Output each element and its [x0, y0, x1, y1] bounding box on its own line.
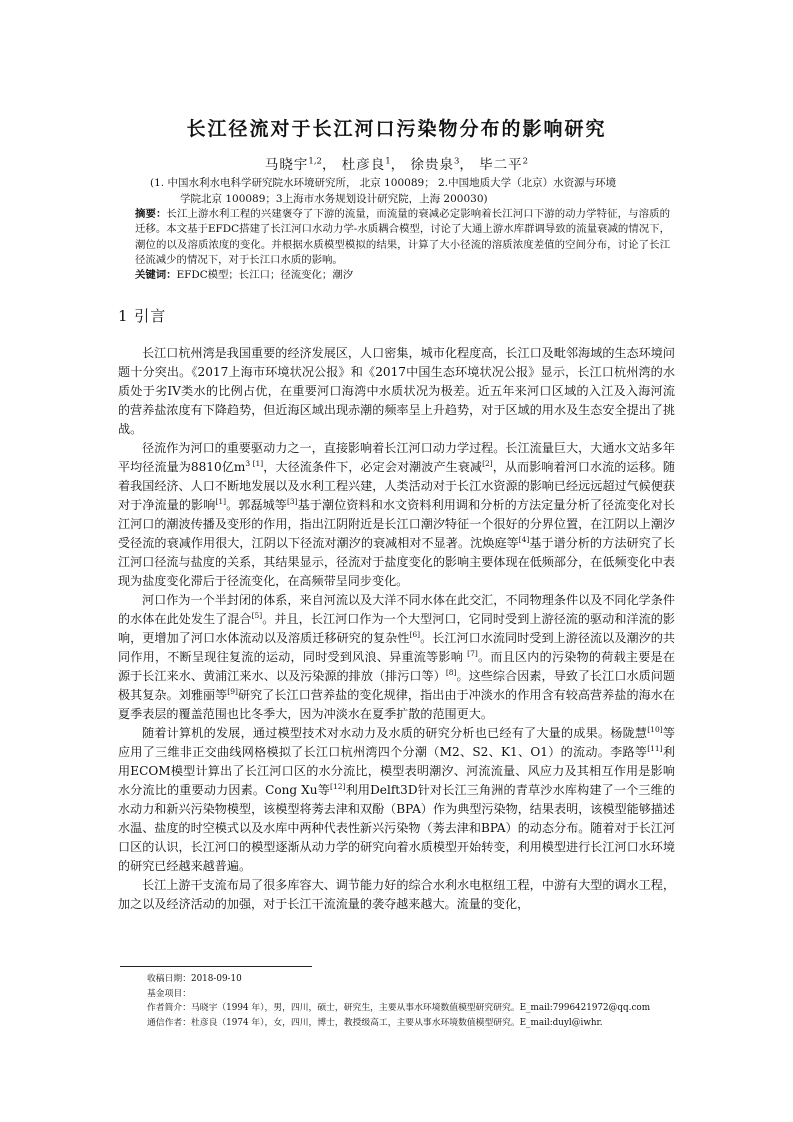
citation-superscript: [9]: [227, 686, 238, 696]
paragraph-text: 长江上游干支流布局了很多库容大、调节能力好的综合水利水电枢纽工程，中游有大型的调水工程，加之以及经济活动的加强，对于长江干流流量的袭夺越来越大。流量的变化，: [118, 878, 675, 911]
paragraph-text: 。郭磊城等: [226, 498, 287, 512]
paragraph-text: 径流作为河口的重要驱动力之一，直接影响着长江河口动力学过程。长江流量巨大，大通水文站多年平均径流量为8810亿m: [118, 441, 675, 474]
paragraph-text: 等应用了三维非正交曲线网格模拟了长江口杭州湾四个分潮（M2、S2、K1、O1）的流动。李路等: [118, 726, 675, 759]
author-name: 毕二平: [479, 157, 523, 173]
keywords-label: 关键词：: [135, 269, 177, 281]
body-paragraph: [118, 439, 675, 591]
paragraph-text: 。并且，长江河口作为一个大型河口，它同时受到上游径流的驱动和洋流的影响，更增加了河口水体流动以及溶质迁移研究的复杂性: [118, 612, 675, 645]
author-name: 徐贵泉: [410, 157, 454, 173]
author-affiliation-mark: 1: [385, 156, 391, 167]
footnote-author-intro: 作者简介：马晓宇（1994 年），男，四川，硕士，研究生，主要从事水环境数值模型研究研究。E_mail:7996421972@qq.com: [147, 1003, 651, 1013]
author-separator: ，: [390, 157, 406, 173]
citation-superscript: [12]: [330, 781, 346, 791]
author-separator: ，: [459, 157, 474, 173]
paragraph-text: 长江口杭州湾是我国重要的经济发展区，人口密集，城市化程度高，长江口及毗邻海域的生态环境问题十分突出。《2017上海市环境状况公报》和《2017中国生态环境状况公报》显示，长江口杭州湾的水质处于劣IV类水的比例占优，在重要河口海湾中水质状况为极差。近五年来河口区域的入江及入海河流的营养盐浓度有下降趋势，但近海区域出现赤潮的频率呈上升趋势，对于区域的用水及生态安全提出了挑战。: [118, 346, 675, 436]
citation-superscript: 3 [1]: [245, 458, 264, 468]
author-affiliation-mark: 1,2: [308, 156, 322, 167]
author-name: 杜彦良: [341, 157, 386, 173]
author-list: [0, 153, 793, 173]
footnote-received: 收稿日期：2018-09-10: [147, 974, 242, 984]
paragraph-text: 研究了长江口营养盐的变化规律，指出由于冲淡水的作用含有较高营养盐的海水在夏季表层的覆盖范围也比冬季大，因为冲淡水在夏季扩散的范围更大。: [118, 688, 675, 721]
abstract: [135, 207, 670, 269]
author-affiliation-mark: 3: [453, 156, 460, 167]
citation-superscript: [1]: [215, 496, 227, 506]
body-paragraph: [118, 876, 675, 914]
abstract-text: 长江上游水利工程的兴建褒夺了下游的流量，而流量的衰减必定影响着长江河口下游的动力学特征，与溶质的迁移。本文基于EFDC搭建了长江河口水动力学-水质耦合模型，讨论了大通上游水库群调导致的流量衰减的情况下，潮位的以及溶质浓度的变化。并根据水质模型模拟的结果，计算了大小径流的溶质浓度差值的空间分布，讨论了长江径流减少的情况下，对于长江口水质的影响。: [135, 208, 671, 267]
author-affiliation-mark: 2: [522, 156, 529, 167]
citation-superscript: [5]: [251, 610, 263, 620]
body-paragraph: [118, 591, 675, 724]
body-text: [118, 344, 675, 914]
paragraph-text: 基于谱分析的方法研究了长江河口径流与盐度的关系，其结果显示，径流对于盐度变化的影响主要体现在低频部分，在低频变化中表现为盐度变化滞后于径流变化，在高频带呈同步变化。: [118, 536, 675, 588]
author-name: 马晓宇: [264, 157, 309, 173]
citation-superscript: [7]: [467, 648, 478, 658]
body-paragraph: [118, 724, 675, 876]
paragraph-text: 随着计算机的发展，通过模型技术对水动力及水质的研究分析也已经有了大量的成果。杨陇慧: [142, 726, 648, 740]
affiliation-line: 学院北京 100089；3上海市水务规划设计研究院，上海 200030): [180, 193, 488, 205]
citation-superscript: [10]: [647, 724, 663, 734]
footnote-corresponding: 通信作者：杜彦良（1974 年），女，四川，博士，教授级高工，主要从事水环境数值模型研究。E_mail:duyl@iwhr.: [147, 1017, 603, 1028]
affiliations: [150, 175, 670, 207]
keywords: [135, 268, 670, 283]
paper-title: 长江径流对于长江河口污染物分布的影响研究: [186, 118, 607, 140]
body-paragraph: [118, 344, 675, 439]
abstract-label: 摘要：: [135, 208, 167, 220]
affiliation-line: (1. 中国水利水电科学研究院水环境研究所， 北京 100089； 2.中国地质大学（北京）水资源与环境: [150, 177, 617, 189]
footnote-divider: [120, 966, 312, 967]
footnote-fund: 基金项目：: [147, 988, 191, 999]
paragraph-text: 基于潮位资料和水文资料利用调和分析的方法定量分析了径流变化对长江河口的潮波传播及变形的作用，指出江阴附近是长江口潮汐特征一个很好的分界位置，在江阴以上潮汐受径流的衰减作用很大，江阴以下径流对潮汐的衰减相对不显著。沈焕庭等: [118, 498, 675, 550]
footnotes: [147, 972, 707, 1030]
citation-superscript: [3]: [286, 496, 298, 506]
citation-superscript: [2]: [482, 458, 493, 468]
keywords-text: EFDC模型；长江口；径流变化；潮汐: [176, 269, 354, 281]
author-separator: ，: [321, 157, 337, 173]
paragraph-text: ，大径流条件下，必定会对潮波产生衰减: [263, 460, 483, 474]
paragraph-text: 。这些综合因素，导致了长江口水质问题极其复杂。刘雅丽等: [118, 669, 675, 702]
paragraph-text: 。而且区内的污染物的荷载主要是在源于长江来水、黄浦江来水、以及污染源的排放（排污口等）: [118, 650, 675, 683]
paragraph-text: 利用Delft3D针对长江三角洲的青草沙水库构建了一个三维的水动力和新兴污染物模型，该模型将莠去津和双酚（BPA）作为典型污染物，结果表明，该模型能够描述水温、盐度的时空模式以及水库中两种代表性新兴污染物（莠去津和BPA）的动态分布。随着对于长江河口区的认识，长江河口的模型逐渐从动力学的研究向着水质模型开始转变，利用模型进行长江河口水环境的研究已经越来越普遍。: [118, 783, 675, 873]
citation-superscript: [6]: [409, 629, 421, 639]
citation-superscript: [11]: [647, 743, 663, 753]
paragraph-text: 。长江河口水流同时受到上游径流以及潮汐的共同作用，不断呈现往复流的运动，同时受到风浪、异重流等影响: [118, 631, 675, 664]
paragraph-text: 利用ECOM模型计算出了长江河口区的水分流比，模型表明潮汐、河流流量、风应力及其相互作用是影响水分流比的重要动力因素。Cong Xu等: [118, 745, 675, 797]
paragraph-text: 河口作为一个半封闭的体系，来自河流以及大洋不同水体在此交汇，不同物理条件以及不同化学条件的水体在此处发生了混合: [118, 593, 675, 626]
section-heading: 1 引言: [118, 307, 167, 325]
paragraph-text: ，从而影响着河口水流的运移。随着我国经济、人口不断地发展以及水利工程兴建，人类活动对于长江水资源的影响已经远远超过气候便获对于净流量的影响: [118, 460, 675, 512]
citation-superscript: [4]: [518, 534, 530, 544]
citation-superscript: [8]: [445, 667, 457, 677]
